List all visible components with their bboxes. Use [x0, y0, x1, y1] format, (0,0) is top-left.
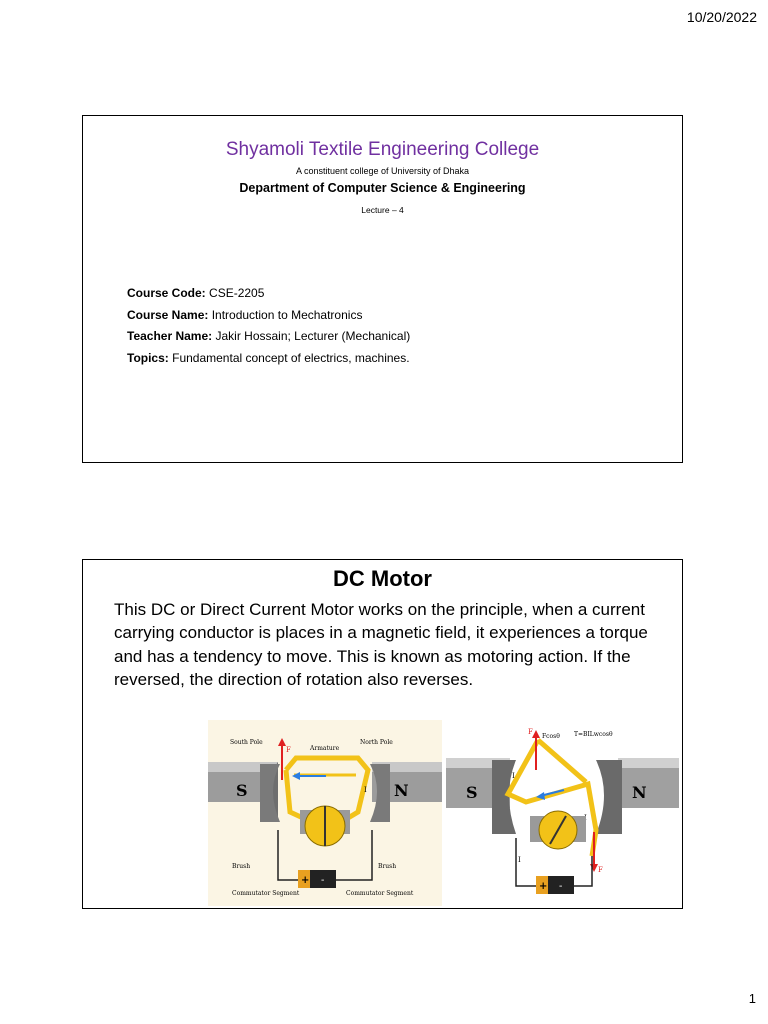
f-label: F	[286, 746, 291, 754]
college-name: Shyamoli Textile Engineering College	[225, 139, 540, 160]
course-name-value: Introduction to Mechatronics	[208, 307, 363, 322]
dc-motor-slide	[82, 559, 683, 909]
course-name-label: Course Name:	[127, 307, 209, 322]
north-pole-label: North Pole	[360, 739, 393, 746]
i-label-3: I	[518, 856, 521, 864]
torque-formula: T=BILwcosθ	[574, 731, 613, 738]
slide-body-text: This DC or Direct Current Motor works on the principle, when a current carrying conductor is places in a magnetic field, it experiences a torque and has a tendency to move. This is known as motoring action. If the reversed, the direction of rotation also reverses.	[114, 600, 648, 690]
teacher-value: Jakir Hossain; Lecturer (Mechanical)	[212, 329, 411, 343]
page-number: 1	[748, 991, 756, 1006]
battery-plus: +	[301, 875, 310, 886]
armature-label: Armature	[310, 745, 340, 752]
south-pole-label: South Pole	[230, 739, 263, 746]
f-bottom-label: F	[598, 866, 603, 874]
lecture-number: Lecture – 4	[361, 205, 404, 215]
constituent-note: A constituent college of University of Dhaka	[295, 166, 470, 176]
battery-minus: -	[321, 875, 325, 886]
topics-line	[127, 348, 410, 370]
dc-motor-diagram-right	[446, 720, 679, 906]
topics-label: Topics:	[127, 350, 169, 365]
teacher-line	[127, 326, 410, 348]
i-label-1: I	[512, 772, 515, 780]
course-code-value: CSE-2205	[205, 286, 265, 300]
commutator-left-label: Commutator Segment	[232, 890, 300, 897]
print-date: 10/20/2022	[686, 9, 757, 25]
s-label: S	[466, 783, 478, 802]
i-label: I	[364, 786, 367, 794]
teacher-label: Teacher Name:	[127, 329, 213, 343]
battery-minus: -	[559, 881, 563, 892]
course-info	[127, 283, 410, 369]
topics-value: Fundamental concept of electrics, machines.	[168, 350, 410, 365]
course-name-line	[127, 305, 410, 327]
force-label: Fcosθ	[542, 733, 560, 740]
n-label: N	[394, 781, 409, 800]
slide-title: DC Motor	[333, 566, 432, 591]
brush-left-label: Brush	[232, 863, 251, 870]
title-slide	[82, 115, 683, 463]
battery-plus: +	[539, 881, 548, 892]
course-code-label: Course Code:	[127, 286, 206, 300]
course-code-line	[127, 283, 410, 305]
f-top-label: F	[528, 728, 533, 736]
department-name: Department of Computer Science & Engineering	[239, 181, 526, 195]
n-label: N	[632, 783, 647, 802]
s-label: S	[236, 781, 248, 800]
commutator-right-label: Commutator Segment	[346, 890, 414, 897]
brush-right-label: Brush	[378, 863, 397, 870]
dc-motor-diagram-left	[208, 720, 442, 906]
